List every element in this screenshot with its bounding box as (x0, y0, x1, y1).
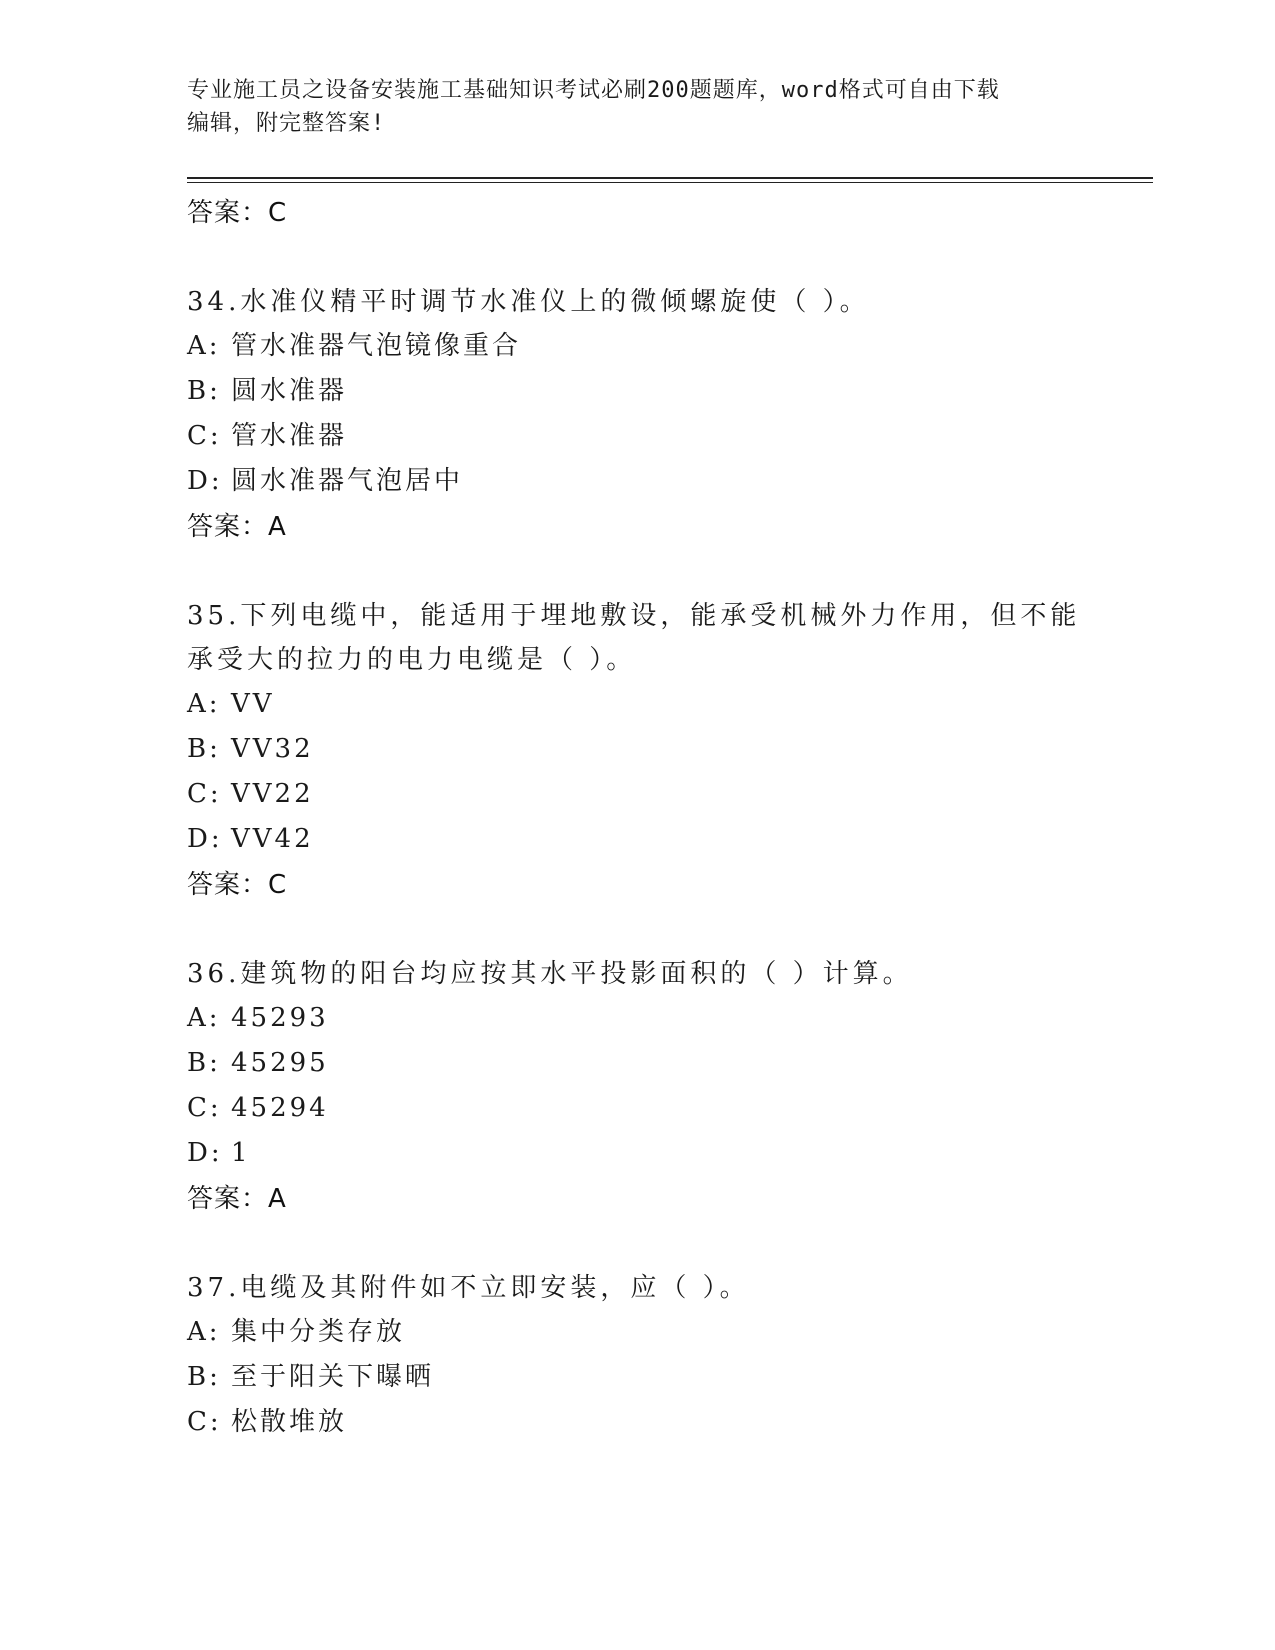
option-letter: B: (187, 376, 221, 406)
option-text: 45293 (231, 1003, 329, 1033)
option-c (187, 1086, 1087, 1131)
question-stem: 36.建筑物的阳台均应按其水平投影面积的（ ）计算。 (187, 959, 913, 989)
answer-label: 答案： (187, 870, 269, 900)
answer-value: A (268, 512, 287, 542)
header-divider-thin (187, 182, 1153, 183)
option-letter: C: (187, 1407, 222, 1437)
option-text: 松散堆放 (231, 1407, 348, 1437)
question-stem: 37.电缆及其附件如不立即安装，应（ ）。 (187, 1273, 750, 1303)
page-header (187, 74, 1067, 140)
option-letter: A: (187, 331, 221, 361)
answer-value: A (268, 1184, 287, 1214)
option-text: VV42 (231, 824, 314, 854)
option-d (187, 817, 1087, 862)
option-c (187, 1400, 1087, 1445)
option-letter: C: (187, 421, 222, 451)
previous-answer (187, 190, 1087, 236)
option-a (187, 682, 1087, 727)
option-text: VV32 (231, 734, 314, 764)
option-text: 至于阳关下曝晒 (231, 1362, 435, 1392)
option-letter: D: (187, 1138, 223, 1168)
answer-35 (187, 862, 1087, 908)
header-line-2: 编辑，附完整答案! (187, 111, 386, 136)
question-35 (187, 594, 1087, 908)
question-36 (187, 952, 1087, 1222)
header-line-1: 专业施工员之设备安装施工基础知识考试必刷200题题库，word格式可自由下载 (187, 78, 1000, 103)
option-b (187, 1041, 1087, 1086)
option-text: 45295 (231, 1048, 329, 1078)
option-text: VV22 (231, 779, 314, 809)
option-letter: A: (187, 1317, 221, 1347)
option-a (187, 1310, 1087, 1355)
option-letter: C: (187, 779, 222, 809)
option-text: VV (231, 689, 275, 719)
option-text: 1 (231, 1138, 251, 1168)
option-d (187, 459, 1087, 504)
question-34 (187, 280, 1087, 550)
option-text: 集中分类存放 (231, 1317, 406, 1347)
option-text: 管水准器气泡镜像重合 (231, 331, 522, 361)
option-d (187, 1131, 1087, 1176)
option-letter: C: (187, 1093, 222, 1123)
option-text: 圆水准器 (231, 376, 348, 406)
answer-36 (187, 1176, 1087, 1222)
answer-label: 答案： (187, 512, 269, 542)
header-divider-thick (187, 177, 1153, 179)
option-b (187, 369, 1087, 414)
option-letter: A: (187, 689, 221, 719)
option-a (187, 324, 1087, 369)
option-letter: B: (187, 1362, 221, 1392)
option-b (187, 727, 1087, 772)
option-letter: A: (187, 1003, 221, 1033)
answer-label: 答案： (187, 198, 269, 228)
option-b (187, 1355, 1087, 1400)
option-letter: D: (187, 466, 223, 496)
option-c (187, 414, 1087, 459)
option-text: 圆水准器气泡居中 (231, 466, 464, 496)
option-c (187, 772, 1087, 817)
option-letter: B: (187, 734, 221, 764)
answer-value: C (268, 870, 288, 900)
question-stem: 34.水准仪精平时调节水准仪上的微倾螺旋使（ ）。 (187, 287, 870, 317)
option-text: 45294 (231, 1093, 329, 1123)
option-text: 管水准器 (231, 421, 348, 451)
question-37 (187, 1266, 1087, 1445)
option-a (187, 996, 1087, 1041)
question-list (187, 190, 1087, 1445)
answer-34 (187, 504, 1087, 550)
answer-value: C (268, 198, 288, 228)
question-stem: 35.下列电缆中，能适用于埋地敷设，能承受机械外力作用，但不能承受大的拉力的电力电缆是（ ）。 (187, 601, 1081, 675)
option-letter: B: (187, 1048, 221, 1078)
option-letter: D: (187, 824, 223, 854)
answer-label: 答案： (187, 1184, 269, 1214)
